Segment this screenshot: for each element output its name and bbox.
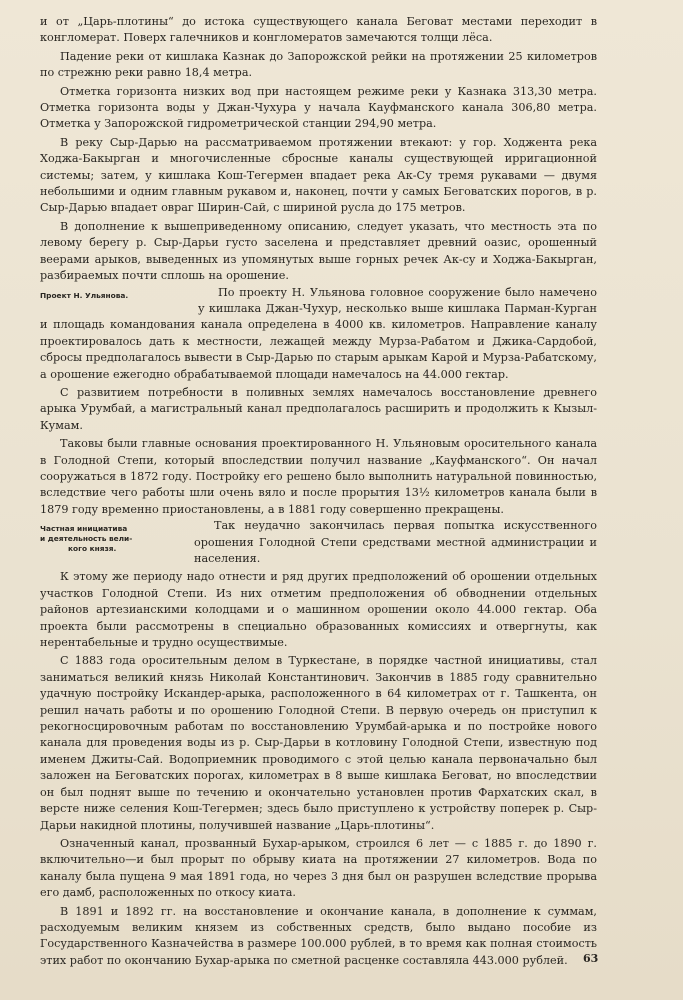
margin-note-line: Частная инициатива	[40, 524, 128, 534]
paragraph: и от „Царь-плотины“ до истока существующего канала Беговат местами переходит в конгломерат. Поверх галечников и конгломератов замечаются толщи лёса.	[40, 15, 597, 45]
margin-note-private-initiative	[40, 524, 186, 554]
margin-note-text: Проект Н. Ульянова.	[40, 290, 129, 300]
paragraph: По проекту Н. Ульянова головное сооружение было намечено у кишлака Джан-Чухур, несколько выше кишлака Парман-Курган и площадь командования канала определена в 4000 кв. километров. Направление каналу проектировалось дать к местности, лежащей между Мурза-Рабатом и Джика-Сардобой, сбросы предполагалось вывести в Сыр-Дарью по старым арыкам Карой и Мурза-Рабатскому, а орошение ежегодно обрабатываемой площади намечалось на 44.000 гектар.	[40, 285, 597, 381]
paragraph: С развитием потребности в поливных землях намечалось восстановление древнего арыка Урумбай, а магистральный канал предполагалось расширить и продолжить к Кызыл-Кумам.	[40, 385, 597, 432]
paragraph: Падение реки от кишлака Казнак до Запорожской рейки на протяжении 25 километров по стрежню реки равно 18,4 метра.	[40, 49, 597, 80]
paragraph: Таковы были главные основания проектированного Н. Ульяновым оросительного канала в Голодной Степи, который впоследствии получил название „Кауфманского“. Он начал сооружаться в 1872 году. Постройку его решено было выполнить натуральной повинностью, вследствие чего работы шли очень вяло и после прорытия 13½ километров канала были в 1879 году временно приостановлены, а в 1881 году совершенно прекращены.	[40, 437, 597, 516]
body-text	[40, 14, 597, 969]
paragraph: В реку Сыр-Дарью на рассматриваемом протяжении втекают: у гор. Ходжента река Ходжа-Бакырган и многочисленные сбросные каналы существующей ирригационной системы; затем, у кишлака Кош-Тегермен впадает река Ак-Су тремя рукавами — двумя небольшими и одним главным рукавом и, наконец, почти у самых Беговатских порогов, в р. Сыр-Дарью впадает овраг Ширин-Сай, с шириной русла до 175 метров.	[40, 135, 597, 215]
margin-note-line: и деятельность вели-	[40, 534, 133, 544]
paragraph: Отметка горизонта низких вод при настоящем режиме реки у Казнака 313,30 метра. Отметка горизонта воды у Джан-Чухура у начала Кауфманского канала 306,80 метра. Отметка у Запорожской гидрометрической станции 294,90 метра.	[40, 84, 597, 131]
paragraph: Так неудачно закончилась первая попытка искусственного орошения Голодной Степи средствами местной администрации и населения.	[194, 519, 597, 565]
paragraph: В 1891 и 1892 гг. на восстановление и окончание канала, в дополнение к суммам, расходуемым великим князем из собственных средств, было выдано пособие из Государственного Казначейства в размере 100.000 рублей, в то время как полная стоимость этих работ по окончанию Бухар-арыка по сметной расценке составляла 443.000 рублей.	[40, 904, 597, 967]
page-number: 63	[583, 952, 599, 965]
margin-note-line: кого князя.	[68, 544, 117, 554]
paragraph: В дополнение к вышеприведенному описанию, следует указать, что местность эта по левому берегу р. Сыр-Дарьи густо заселена и представляет древний оазис, орошенный веерами арыков, выведенных из упомянутых выше горных речек Ак-су и Ходжа-Бакырган, разбираемых почти сплошь на орошение.	[40, 219, 597, 283]
paragraph: С 1883 года оросительным делом в Туркестане, в порядке частной инициативы, стал заниматься великий князь Николай Константинович. Закончив в 1885 году сравнительно удачную постройку Искандер-арыка, расположенного в 64 километрах от г. Ташкента, он решил начать работы и по орошению Голодной Степи. В первую очередь он приступил к рекогносцировочным работам по восстановлению Урумбай-арыка и по постройке нового канала для проведения воды из р. Сыр-Дарьи в котловину Голодной Степи, известную под именем Джиты-Сай. Водоприемник проводимого с этой целью канала первоначально был заложен на Беговатских порогах, километрах в 8 выше кишлака Беговат, но впоследствии он был поднят выше по течению и окончательно установлен против Фархатских скал, в версте ниже селения Кош-Тегермен; здесь было приступлено к устройству поперек р. Сыр-Дарьи накидной плотины, получившей название „Царь-плотины“.	[40, 654, 597, 832]
paragraph: К этому же периоду надо отнести и ряд других предположений об орошении отдельных участков Голодной Степи. Из них отметим предположения об обводнении отдельных районов артезианскими колодцами и о машинном орошении около 44.000 гектар. Оба проекта были рассмотрены в специально образованных комиссиях и отвергнуты, как нерентабельные и трудно осуществимые.	[40, 570, 597, 650]
margin-note-ulyanov-project	[40, 291, 190, 301]
paragraph: Означенный канал, прозванный Бухар-арыком, строился 6 лет — с 1885 г. до 1890 г. включительно—и был прорыт по обрыву киата на протяжении 27 километров. Вода по каналу была пущена 9 мая 1891 года, но через 3 дня был он разрушен вследствие прорыва его дамб, расположенных по откосу киата.	[40, 836, 597, 900]
